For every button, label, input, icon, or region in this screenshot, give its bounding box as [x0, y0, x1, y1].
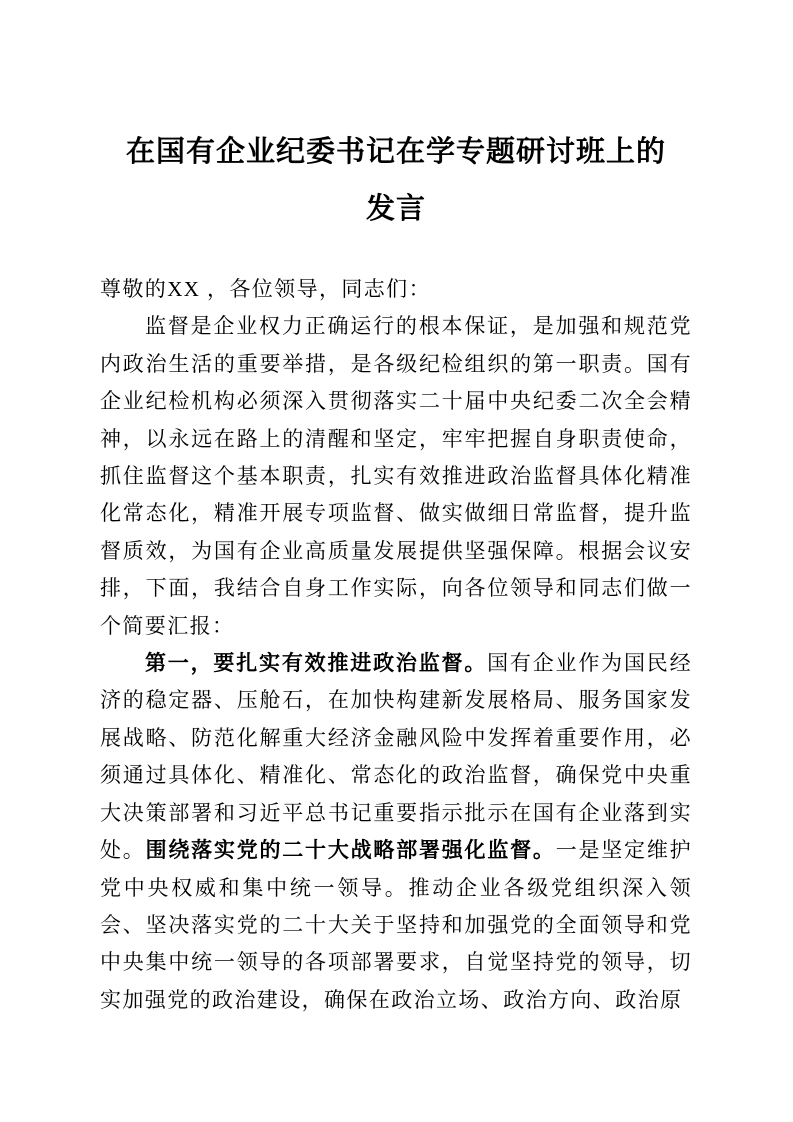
paragraph — [100, 645, 692, 1019]
text-run: 国有企业作为国民经济的稳定器、压舱石，在加快构建新发展格局、服务国家发展战略、防范化解重大经济金融风险中发挥着重要作用，必须通过具体化、精准化、常态化的政治监督，确保党中央重大决策部署和习近平总书记重要指示批示在国有企业落到实处。 — [100, 651, 692, 863]
text-run: 一是坚定维护党中央权威和集中统一领导。推动企业各级党组织深入领会、坚决落实党的二十大关于坚持和加强党的全面领导和党中央集中统一领导的各项部署要求，自觉坚持党的领导，切实加强党的政治建设，确保在政治立场、政治方向、政治原 — [100, 838, 693, 1012]
paragraph — [100, 308, 692, 645]
text-run: 监督是企业权力正确运行的根本保证，是加强和规范党内政治生活的重要举措，是各级纪检组织的第一职责。国有企业纪检机构必须深入贯彻落实二十届中央纪委二次全会精神，以永远在路上的清醒和坚定，牢牢把握自身职责使命，抓住监督这个基本职责，扎实有效推进政治监督具体化精准化常态化，精准开展专项监督、做实做细日常监督，提升监督质效，为国有企业高质量发展提供坚强保障。根据会议安排，下面，我结合自身工作实际，向各位领导和同志们做一个简要汇报： — [100, 314, 692, 638]
document-body — [100, 308, 692, 1019]
title-line-1: 在国有企业纪委书记在学专题研讨班上的 — [125, 136, 666, 168]
document-title — [100, 124, 692, 238]
bold-text-run: 围绕落实党的二十大战略部署强化监督。 — [145, 838, 556, 863]
bold-text-run: 第一，要扎实有效推进政治监督。 — [145, 651, 488, 676]
greeting-line: 尊敬的XX ，各位领导，同志们： — [100, 277, 431, 301]
title-line-2: 发言 — [365, 193, 426, 225]
